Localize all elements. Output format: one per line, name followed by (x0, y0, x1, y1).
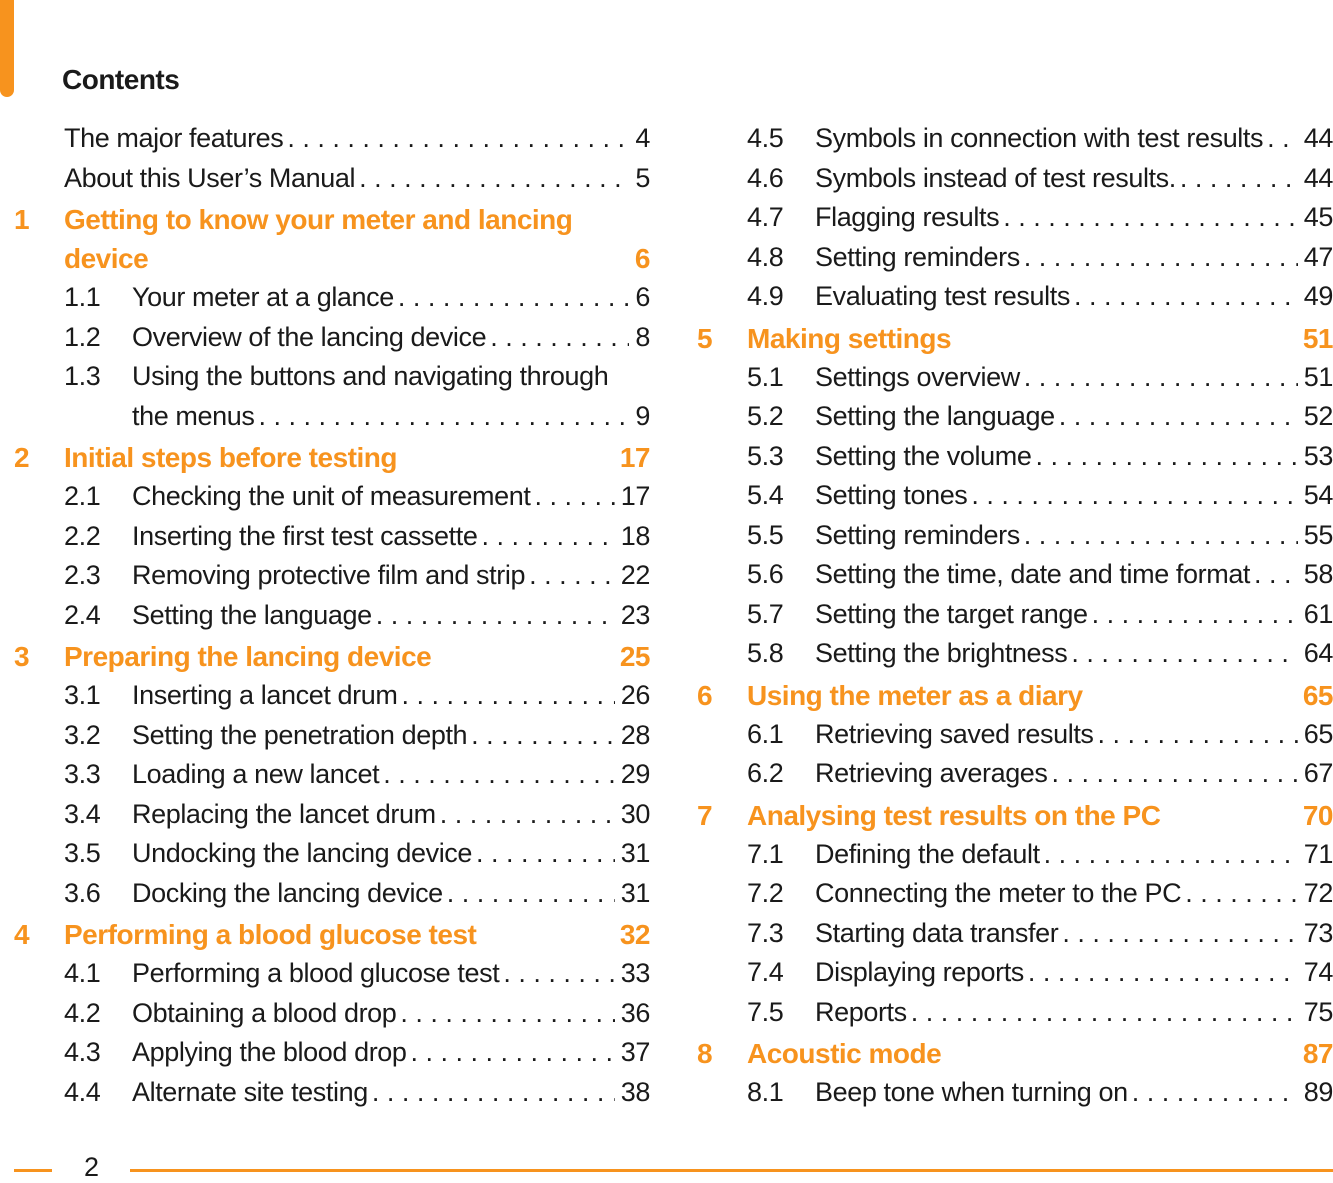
toc-entry-title: Alternate site testing (132, 1076, 368, 1107)
toc-entry-page: 64 (1303, 638, 1333, 668)
toc-entry[interactable] (14, 676, 650, 716)
toc-entry-title: Setting the language (815, 401, 1055, 431)
dot-leader (1254, 555, 1298, 595)
page-title: Contents (62, 64, 180, 95)
toc-entry[interactable] (14, 318, 650, 358)
chapter-title: Initial steps before testing (64, 442, 397, 473)
chapter-number: 3 (14, 641, 30, 672)
toc-entry-number: 5.2 (747, 401, 784, 431)
toc-entry-title: Retrieving averages (815, 758, 1048, 788)
toc-entry-number: 4.3 (64, 1037, 101, 1067)
dot-leader (971, 476, 1297, 516)
dot-leader (1098, 715, 1298, 755)
toc-entry[interactable] (697, 754, 1333, 794)
dot-leader (1052, 754, 1298, 794)
toc-entry-number: 2.1 (64, 481, 101, 511)
chapter-heading-2[interactable] (14, 438, 650, 477)
toc-entry[interactable] (14, 874, 650, 914)
toc-entry-page: 52 (1303, 401, 1333, 431)
toc-entry-number: 3.3 (64, 759, 101, 789)
toc-entry-page: 4 (635, 123, 650, 153)
toc-entry-number: 6.2 (747, 758, 784, 788)
toc-entry-page: 53 (1303, 440, 1333, 471)
toc-entry-number: 2.2 (64, 520, 101, 551)
toc-entry-page: 28 (620, 719, 650, 750)
toc-entry-page: 22 (620, 560, 650, 590)
dot-leader (1059, 397, 1298, 437)
chapter-heading-1[interactable] (14, 200, 650, 278)
toc-entry-page: 8 (635, 321, 650, 352)
chapter-number: 6 (697, 679, 713, 711)
chapter-page: 70 (1302, 799, 1333, 831)
chapter-page: 32 (619, 919, 650, 950)
dot-leader (1062, 914, 1297, 954)
dot-leader (1074, 277, 1298, 317)
dot-leader (359, 159, 629, 199)
toc-entry-page: 17 (620, 481, 650, 511)
toc-entry-title: Setting the brightness (815, 638, 1068, 668)
toc-entry-number: 3.4 (64, 798, 101, 829)
chapter-title: Making settings (747, 322, 952, 354)
toc-entry-page: 47 (1303, 241, 1333, 272)
toc-entry-number: 7.1 (747, 838, 784, 869)
toc-entry-page: 51 (1303, 361, 1333, 392)
toc-entry-title: Performing a blood glucose test (132, 958, 500, 988)
toc-entry-title: Beep tone when turning on (815, 1077, 1128, 1107)
toc-entry[interactable] (14, 755, 650, 795)
toc-entry-title: Using the buttons and navigating through (132, 361, 609, 391)
dot-leader (372, 1073, 615, 1113)
toc-entry-title: Setting reminders (815, 241, 1020, 272)
toc-entry-title: Your meter at a glance (132, 282, 394, 312)
footer-rule-right (130, 1169, 1333, 1172)
dot-leader (1180, 159, 1298, 199)
toc-entry-page: 29 (620, 759, 650, 789)
toc-entry[interactable] (14, 477, 650, 517)
toc-entry-page: 45 (1303, 202, 1333, 232)
toc-entry-title: Docking the lancing device (132, 877, 443, 908)
toc-right-column (697, 119, 1333, 1113)
toc-entry[interactable] (697, 634, 1333, 674)
toc-entry[interactable] (697, 119, 1333, 159)
toc-entry-number: 3.6 (64, 877, 101, 908)
toc-entry-title: The major features (64, 123, 284, 153)
toc-entry[interactable] (697, 835, 1333, 875)
toc-entry-title: Obtaining a blood drop (132, 997, 397, 1028)
toc-entry[interactable] (697, 914, 1333, 954)
dot-leader (1092, 595, 1298, 635)
toc-entry-title: Inserting a lancet drum (132, 680, 398, 710)
toc-entry-title: Applying the blood drop (132, 1037, 407, 1067)
chapter-page: 51 (1302, 322, 1333, 354)
toc-entry-page: 72 (1303, 878, 1333, 908)
chapter-title: Performing a blood glucose test (64, 919, 477, 950)
chapter-page: 65 (1302, 679, 1333, 711)
toc-entry-page: 9 (635, 400, 650, 431)
toc-entry-title: Connecting the meter to the PC (815, 878, 1182, 908)
dot-leader (529, 556, 615, 596)
toc-entry-title: Setting the target range (815, 598, 1088, 629)
toc-entry-number: 4.9 (747, 281, 784, 311)
toc-entry[interactable] (14, 517, 650, 557)
dot-leader (1185, 874, 1298, 914)
toc-entry-title: Overview of the lancing device (132, 321, 487, 352)
chapter-number: 2 (14, 442, 30, 473)
dot-leader (1028, 953, 1298, 993)
toc-entry-page: 26 (620, 680, 650, 710)
toc-entry-page: 30 (620, 798, 650, 829)
toc-entry[interactable] (697, 358, 1333, 398)
toc-entry[interactable] (697, 595, 1333, 635)
chapter-heading-3[interactable] (14, 637, 650, 676)
chapter-number: 7 (697, 799, 713, 831)
dot-leader (1267, 119, 1298, 159)
toc-entry-page: 74 (1303, 957, 1333, 987)
dot-leader (1024, 516, 1298, 556)
toc-entry-page: 33 (620, 958, 650, 988)
toc-entry-title: Replacing the lancet drum (132, 798, 436, 829)
toc-entry[interactable] (14, 994, 650, 1034)
toc-entry-number: 4.2 (64, 997, 101, 1028)
toc-entry-number: 5.6 (747, 559, 784, 589)
toc-entry-number: 6.1 (747, 718, 784, 749)
toc-entry-title: Starting data transfer (815, 917, 1059, 948)
toc-entry[interactable] (14, 954, 650, 994)
toc-entry[interactable] (697, 953, 1333, 993)
dot-leader (1003, 198, 1298, 238)
toc-entry-title: Setting the language (132, 599, 372, 630)
toc-entry-line1[interactable] (14, 357, 650, 397)
toc-entry-page: 44 (1303, 123, 1333, 153)
toc-entry-number: 5.8 (747, 638, 784, 668)
toc-entry-page: 49 (1303, 281, 1333, 311)
toc-entry-page: 73 (1303, 917, 1333, 948)
toc-entry-title: Settings overview (815, 361, 1020, 392)
dot-leader (1035, 437, 1297, 477)
dot-leader (447, 874, 615, 914)
toc-entry[interactable] (697, 159, 1333, 199)
toc-entry-title: Flagging results (815, 202, 1000, 232)
toc-entry-page: 75 (1303, 996, 1333, 1027)
toc-entry-page: 18 (620, 520, 650, 551)
toc-entry-title: Symbols instead of test results. (815, 162, 1176, 193)
chapter-page: 87 (1302, 1038, 1333, 1069)
toc-entry[interactable] (697, 516, 1333, 556)
chapter-page: 17 (619, 442, 650, 473)
chapter-number: 1 (14, 204, 30, 235)
toc-entry-title: Evaluating test results (815, 281, 1070, 311)
toc-entry-title: Setting the volume (815, 440, 1032, 471)
toc-entry-number: 7.3 (747, 917, 784, 948)
toc-entry[interactable] (697, 555, 1333, 595)
toc-entry[interactable] (697, 397, 1333, 437)
toc-entry-page: 44 (1303, 162, 1333, 193)
dot-leader (411, 1033, 615, 1073)
toc-entry-number: 5.3 (747, 440, 784, 471)
toc-entry[interactable] (697, 476, 1333, 516)
chapter-heading-5[interactable] (697, 319, 1333, 358)
dot-leader (383, 755, 615, 795)
toc-entry-title: Setting the penetration depth (132, 719, 468, 750)
toc-entry-page: 6 (635, 282, 650, 312)
dot-leader (476, 834, 615, 874)
dot-leader (911, 993, 1298, 1033)
toc-entry-number: 4.1 (64, 958, 101, 988)
dot-leader (503, 954, 614, 994)
toc-entry[interactable] (697, 874, 1333, 914)
toc-entry[interactable] (697, 198, 1333, 238)
dot-leader (440, 795, 615, 835)
toc-entry-number: 3.5 (64, 838, 101, 868)
toc-entry-title: Loading a new lancet (132, 759, 380, 789)
dot-leader (481, 517, 614, 557)
chapter-number: 8 (697, 1038, 713, 1069)
dot-leader (490, 318, 629, 358)
toc-entry-line2[interactable] (14, 397, 650, 437)
toc-entry-title: Setting tones (815, 480, 968, 510)
toc-left-column (14, 119, 650, 1112)
toc-entry-page: 37 (620, 1037, 650, 1067)
dot-leader (1024, 238, 1298, 278)
toc-entry-title: Setting the time, date and time format (815, 559, 1251, 589)
chapter-title: Acoustic mode (747, 1038, 942, 1069)
toc-entry-page: 38 (620, 1076, 650, 1107)
toc-entry-number: 7.5 (747, 996, 784, 1027)
toc-entry[interactable] (14, 795, 650, 835)
toc-entry-page: 55 (1303, 519, 1333, 550)
toc-entry-number: 1.2 (64, 321, 101, 352)
toc-entry-title: the menus (132, 400, 255, 431)
toc-entry-page: 67 (1303, 758, 1333, 788)
toc-entry[interactable] (14, 119, 650, 159)
chapter-number: 5 (697, 322, 713, 354)
toc-entry-page: 23 (620, 599, 650, 630)
toc-entry[interactable] (697, 238, 1333, 278)
dot-leader (398, 278, 630, 318)
chapter-heading-4[interactable] (14, 915, 650, 954)
toc-entry-title: Defining the default (815, 838, 1040, 869)
toc-entry-number: 2.4 (64, 599, 101, 630)
footer-rule-left (14, 1169, 52, 1172)
chapter-title: Analysing test results on the PC (747, 799, 1161, 831)
chapter-page: 6 (634, 243, 650, 274)
dot-leader (534, 477, 614, 517)
toc-entry-title: Reports (815, 996, 907, 1027)
dot-leader (258, 397, 629, 437)
chapter-heading-6[interactable] (697, 676, 1333, 715)
toc-entry-page: 31 (620, 838, 650, 868)
toc-entry-page: 61 (1303, 598, 1333, 629)
toc-entry[interactable] (697, 437, 1333, 477)
chapter-title: Using the meter as a diary (747, 679, 1083, 711)
toc-entry[interactable] (14, 834, 650, 874)
toc-entry-title: Inserting the first test cassette (132, 520, 478, 551)
toc-entry-number: 4.4 (64, 1076, 101, 1107)
toc-entry-title: Displaying reports (815, 957, 1024, 987)
toc-entry-number: 3.2 (64, 719, 101, 750)
toc-entry-page: 65 (1303, 718, 1333, 749)
toc-entry[interactable] (14, 159, 650, 199)
dot-leader (1132, 1073, 1298, 1113)
chapter-heading-8[interactable] (697, 1034, 1333, 1073)
dot-leader (401, 676, 614, 716)
toc-entry-page: 54 (1303, 480, 1333, 510)
dot-leader (1071, 634, 1297, 674)
toc-entry-number: 5.4 (747, 480, 784, 510)
toc-entry-number: 5.1 (747, 361, 784, 392)
toc-entry[interactable] (697, 1073, 1333, 1113)
dot-leader (400, 994, 614, 1034)
toc-entry-number: 1.1 (64, 282, 101, 312)
chapter-heading-7[interactable] (697, 796, 1333, 835)
page-number: 2 (84, 1152, 100, 1182)
toc-entry-title: Undocking the lancing device (132, 838, 473, 868)
toc-entry[interactable] (14, 1033, 650, 1073)
toc-entry-page: 58 (1303, 559, 1333, 589)
toc-entry[interactable] (14, 1073, 650, 1113)
toc-entry[interactable] (697, 277, 1333, 317)
chapter-title: Preparing the lancing device (64, 641, 432, 672)
dot-leader (287, 119, 629, 159)
toc-entry-number: 3.1 (64, 680, 101, 710)
chapter-title: Getting to know your meter and lancing device (64, 204, 573, 274)
toc-entry[interactable] (697, 715, 1333, 755)
toc-entry-title: Symbols in connection with test results (815, 123, 1264, 153)
dot-leader (1024, 358, 1298, 398)
toc-entry-title: Checking the unit of measurement (132, 481, 531, 511)
dot-leader (1044, 835, 1298, 875)
toc-entry-number: 2.3 (64, 560, 101, 590)
toc-entry[interactable] (14, 596, 650, 636)
toc-entry-number: 5.5 (747, 519, 784, 550)
chapter-number: 4 (14, 919, 30, 950)
toc-entry-number: 7.4 (747, 957, 784, 987)
toc-entry-number: 4.6 (747, 162, 784, 193)
toc-entry[interactable] (697, 993, 1333, 1033)
toc-entry-title: About this User’s Manual (64, 162, 356, 193)
toc-entry-number: 4.5 (747, 123, 784, 153)
toc-entry-page: 89 (1303, 1077, 1333, 1107)
accent-bar (0, 0, 14, 97)
toc-entry[interactable] (14, 556, 650, 596)
dot-leader (471, 716, 615, 756)
toc-entry-number: 4.8 (747, 241, 784, 272)
toc-entry-title: Retrieving saved results (815, 718, 1094, 749)
toc-entry-number: 8.1 (747, 1077, 784, 1107)
toc-entry-page: 5 (635, 162, 650, 193)
chapter-page: 25 (619, 641, 650, 672)
toc-entry[interactable] (14, 278, 650, 318)
toc-entry[interactable] (14, 716, 650, 756)
toc-entry-title: Setting reminders (815, 519, 1020, 550)
toc-entry-page: 71 (1303, 838, 1333, 869)
toc-entry-title: Removing protective film and strip (132, 560, 526, 590)
dot-leader (376, 596, 615, 636)
toc-entry-number: 1.3 (64, 361, 101, 391)
toc-entry-number: 7.2 (747, 878, 784, 908)
toc-entry-page: 31 (620, 877, 650, 908)
toc-entry-page: 36 (620, 997, 650, 1028)
toc-entry-number: 4.7 (747, 202, 784, 232)
toc-entry-number: 5.7 (747, 598, 784, 629)
